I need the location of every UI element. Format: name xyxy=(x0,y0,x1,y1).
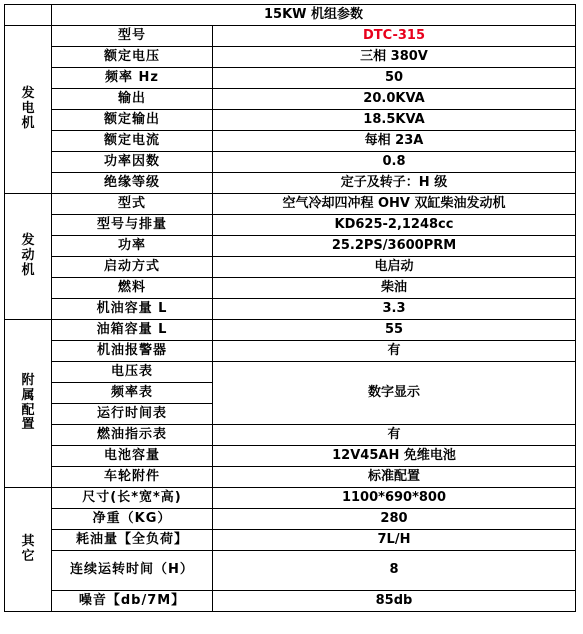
row-value: 标准配置 xyxy=(213,467,576,488)
table-title: 15KW 机组参数 xyxy=(52,5,576,26)
row-value: 25.2PS/3600PRM xyxy=(213,236,576,257)
row-value: 50 xyxy=(213,68,576,89)
row-value: 有 xyxy=(213,341,576,362)
table-row xyxy=(5,236,576,257)
row-value: 定子及转子：H 级 xyxy=(213,173,576,194)
row-label: 噪音【db/7M】 xyxy=(52,591,213,612)
table-row xyxy=(5,68,576,89)
spec-table xyxy=(4,4,576,612)
row-value: 三相 380V xyxy=(213,47,576,68)
row-value-model: DTC-315 xyxy=(213,26,576,47)
row-value: 280 xyxy=(213,509,576,530)
table-row xyxy=(5,320,576,341)
row-label: 功率 xyxy=(52,236,213,257)
row-value: 85db xyxy=(213,591,576,612)
row-value: 8 xyxy=(213,551,576,591)
row-value: 每相 23A xyxy=(213,131,576,152)
row-value: 55 xyxy=(213,320,576,341)
row-label: 绝缘等级 xyxy=(52,173,213,194)
row-label: 额定电流 xyxy=(52,131,213,152)
row-label: 油箱容量 L xyxy=(52,320,213,341)
row-value: 12V45AH 免维电池 xyxy=(213,446,576,467)
table-row xyxy=(5,341,576,362)
row-label: 型号与排量 xyxy=(52,215,213,236)
row-label: 机油容量 L xyxy=(52,299,213,320)
merged-value-digital-display: 数字显示 xyxy=(213,362,576,425)
row-label: 功率因数 xyxy=(52,152,213,173)
table-row xyxy=(5,194,576,215)
row-label: 净重（KG） xyxy=(52,509,213,530)
table-row xyxy=(5,362,576,383)
row-value: KD625-2,1248cc xyxy=(213,215,576,236)
row-label: 型号 xyxy=(52,26,213,47)
title-row xyxy=(5,5,576,26)
table-row xyxy=(5,131,576,152)
table-row xyxy=(5,467,576,488)
table-row xyxy=(5,215,576,236)
row-label: 型式 xyxy=(52,194,213,215)
row-value: 有 xyxy=(213,425,576,446)
row-value: 1100*690*800 xyxy=(213,488,576,509)
table-row xyxy=(5,299,576,320)
table-row xyxy=(5,530,576,551)
row-value: 柴油 xyxy=(213,278,576,299)
row-value: 7L/H xyxy=(213,530,576,551)
row-label: 运行时间表 xyxy=(52,404,213,425)
row-label: 连续运转时间（H） xyxy=(52,551,213,591)
row-label: 额定电压 xyxy=(52,47,213,68)
row-label: 电池容量 xyxy=(52,446,213,467)
table-row xyxy=(5,152,576,173)
row-label: 尺寸(长*宽*高) xyxy=(52,488,213,509)
row-label: 频率表 xyxy=(52,383,213,404)
row-value: 空气冷却四冲程 OHV 双缸柴油发动机 xyxy=(213,194,576,215)
table-row xyxy=(5,257,576,278)
row-label: 启动方式 xyxy=(52,257,213,278)
row-value: 18.5KVA xyxy=(213,110,576,131)
table-row xyxy=(5,509,576,530)
row-label: 耗油量【全负荷】 xyxy=(52,530,213,551)
row-label: 频率 Hz xyxy=(52,68,213,89)
table-row xyxy=(5,173,576,194)
section-accessories: 附 属 配 置 xyxy=(5,320,52,488)
table-row xyxy=(5,551,576,591)
table-row xyxy=(5,278,576,299)
row-label: 燃油指示表 xyxy=(52,425,213,446)
table-row xyxy=(5,110,576,131)
row-label: 机油报警器 xyxy=(52,341,213,362)
row-value: 0.8 xyxy=(213,152,576,173)
row-value: 电启动 xyxy=(213,257,576,278)
table-row xyxy=(5,591,576,612)
section-engine: 发 动 机 xyxy=(5,194,52,320)
table-row xyxy=(5,488,576,509)
row-label: 电压表 xyxy=(52,362,213,383)
table-row xyxy=(5,446,576,467)
table-row xyxy=(5,26,576,47)
row-value: 20.0KVA xyxy=(213,89,576,110)
section-other: 其 它 xyxy=(5,488,52,612)
row-label: 燃料 xyxy=(52,278,213,299)
row-label: 车轮附件 xyxy=(52,467,213,488)
corner-cell xyxy=(5,5,52,26)
section-generator: 发 电 机 xyxy=(5,26,52,194)
row-label: 输出 xyxy=(52,89,213,110)
table-row xyxy=(5,425,576,446)
row-label: 额定输出 xyxy=(52,110,213,131)
row-value: 3.3 xyxy=(213,299,576,320)
table-row xyxy=(5,89,576,110)
table-row xyxy=(5,47,576,68)
